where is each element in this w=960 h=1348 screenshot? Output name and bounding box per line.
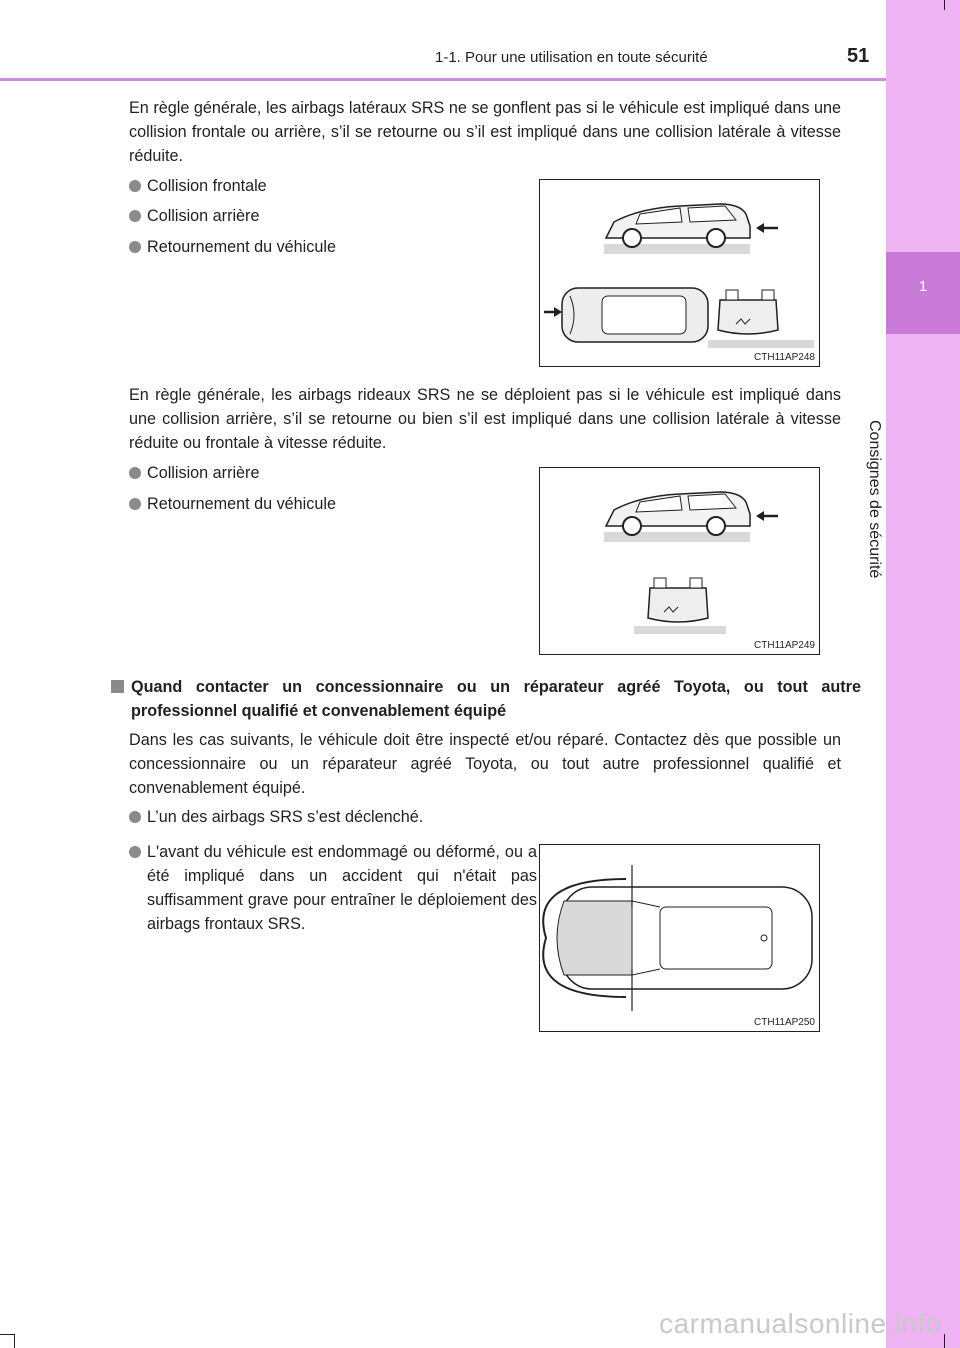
block1-intro: En règle générale, les airbags latéraux SRS ne se gonflent pas si le véhicule est impliqué dans une collision frontale ou arrière, s’il se retourne ou s’il est impliqué dans une collision latérale à vitesse réduite. — [129, 99, 841, 165]
watermark: carmanualsonline.info — [659, 1308, 942, 1339]
running-header-section: 1-1. Pour une utilisation en toute sécurité — [435, 49, 708, 66]
list-item: Collision arrière — [129, 461, 527, 485]
bullet-dot-icon — [129, 180, 141, 192]
car-illustration — [540, 468, 819, 654]
figure-code: CTH11AP249 — [754, 640, 815, 651]
list-item: Collision frontale — [129, 174, 527, 198]
crop-mark — [14, 1334, 15, 1348]
heading-square-icon — [111, 680, 124, 693]
list-item: Collision arrière — [129, 204, 527, 228]
list-item: Retournement du véhicule — [129, 235, 527, 259]
bullet-dot-icon — [129, 498, 141, 510]
list-item: L’un des airbags SRS s’est déclenché. — [129, 805, 859, 829]
list-item: L'avant du véhicule est endommagé ou déformé, ou a été impliqué dans un accident qui n'était pas suffisamment grave pour entraîner le déploiement des airbags frontaux SRS. — [129, 840, 537, 936]
chapter-label: Consignes de sécurité — [866, 420, 883, 579]
bullet-dot-icon — [129, 241, 141, 253]
crop-mark — [944, 1334, 945, 1348]
crop-mark — [944, 0, 945, 10]
header-rule — [0, 78, 886, 81]
figure-code: CTH11AP250 — [754, 1017, 815, 1028]
bullet-dot-icon — [129, 467, 141, 479]
bullet-dot-icon — [129, 811, 141, 823]
figure-side-collisions — [539, 179, 820, 367]
figure-front-damage — [539, 844, 820, 1032]
arrow-icon — [756, 511, 764, 521]
block2-intro: En règle générale, les airbags rideaux SRS ne se déploient pas si le véhicule est impliqué dans une collision arrière, s’il se retourne ou bien s’il est impliqué dans une collision latérale à vitesse réduite ou frontale à vitesse réduite. — [129, 386, 841, 452]
bullet-dot-icon — [129, 210, 141, 222]
car-illustration — [540, 845, 819, 1031]
section-text: Dans les cas suivants, le véhicule doit être inspecté et/ou réparé. Contactez dès que possible un concessionnaire ou un réparateur agréé Toyota, ou tout autre professionnel qualifié et convenablement équipé. — [129, 731, 841, 797]
section-heading: Quand contacter un concessionnaire ou un réparateur agréé Toyota, ou tout autre professionnel qualifié et convenablement équipé — [111, 675, 861, 723]
arrow-icon — [756, 223, 764, 233]
side-tab — [886, 0, 960, 1348]
crop-mark — [0, 1334, 14, 1335]
figure-code: CTH11AP248 — [754, 352, 815, 363]
page-number: 51 — [847, 45, 870, 67]
bullet-dot-icon — [129, 846, 141, 858]
arrow-icon — [554, 307, 562, 317]
list-item: Retournement du véhicule — [129, 492, 527, 516]
chapter-number: 1 — [886, 252, 960, 334]
car-illustration — [540, 180, 819, 366]
figure-curtain-collisions — [539, 467, 820, 655]
